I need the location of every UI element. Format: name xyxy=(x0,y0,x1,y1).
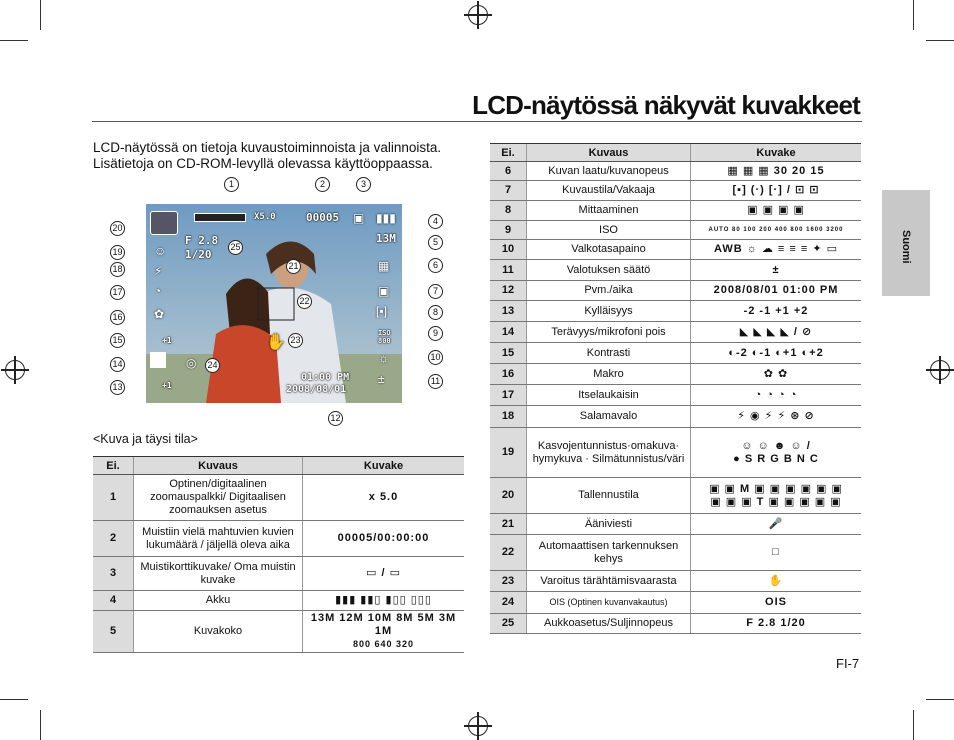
right-icon-table xyxy=(490,143,861,634)
row-number: 11 xyxy=(490,260,527,281)
callout-marker: 14 xyxy=(110,357,125,372)
table-row xyxy=(490,514,861,535)
row-icon: 2008/08/01 01:00 PM xyxy=(691,281,862,301)
image-size-icons: 13M 12M 10M 8M 5M 3M 1M xyxy=(310,612,457,637)
row-description: Makro xyxy=(527,364,691,385)
callout-marker: 18 xyxy=(110,262,125,277)
crop-mark xyxy=(926,40,954,41)
row-icon xyxy=(691,478,862,514)
row-description: Kontrasti xyxy=(527,343,691,364)
table-row xyxy=(490,535,861,571)
row-number: 20 xyxy=(490,478,527,514)
camera-mode-icon xyxy=(150,211,178,235)
callout-marker: 22 xyxy=(297,294,312,309)
section-subheading: <Kuva ja täysi tila> xyxy=(93,432,198,446)
callout-marker: 8 xyxy=(428,305,443,320)
row-icon: ▣ ▣ ▣ ▣ xyxy=(691,201,862,221)
row-icon: 00005/00:00:00 xyxy=(303,521,465,557)
table-row xyxy=(93,591,464,611)
callout-marker: 15 xyxy=(110,333,125,348)
table-row xyxy=(490,221,861,240)
ois-icon: ◎ xyxy=(186,356,197,370)
callout-marker: 23 xyxy=(288,333,303,348)
row-description: ISO xyxy=(527,221,691,240)
row-description: Kasvojentunnistus·omakuva· hymykuva · Silmätunnistus/väri xyxy=(527,428,691,478)
lcd-image-size: 13M xyxy=(376,232,396,245)
row-icon: ▦ ▦ ▦ 30 20 15 xyxy=(691,162,862,181)
callout-marker: 19 xyxy=(110,245,125,260)
callout-marker: 10 xyxy=(428,350,443,365)
row-number: 3 xyxy=(93,557,134,591)
row-description: Terävyys/mikrofoni pois xyxy=(527,322,691,343)
lcd-screen-illustration xyxy=(146,204,402,403)
row-description: Aukkoasetus/Suljinnopeus xyxy=(527,614,691,634)
row-number: 5 xyxy=(93,611,134,653)
table-row xyxy=(490,478,861,514)
lcd-saturation: +1 xyxy=(162,381,172,390)
white-balance-icon: ☼ xyxy=(378,351,389,365)
table-row xyxy=(490,301,861,322)
row-icon: □ xyxy=(691,535,862,571)
callout-marker: 3 xyxy=(356,177,371,192)
sharpness-icon xyxy=(150,352,166,368)
table-row xyxy=(490,406,861,428)
self-timer-icon: ◔ xyxy=(154,284,162,298)
row-icon: -2 -1 +1 +2 xyxy=(691,301,862,322)
intro-line: Lisätietoja on CD-ROM-levyllä olevassa käyttöoppaassa. xyxy=(93,156,433,171)
callout-marker: 7 xyxy=(428,284,443,299)
table-row xyxy=(490,240,861,260)
row-description: Itselaukaisin xyxy=(527,385,691,406)
quality-icon: ▦ xyxy=(378,259,390,273)
lcd-zoom-value: X5.0 xyxy=(254,212,276,222)
table-row xyxy=(93,475,464,521)
row-description: Akku xyxy=(134,591,303,611)
lcd-zoom-bar xyxy=(194,213,246,222)
row-number: 9 xyxy=(490,221,527,240)
registration-mark-icon xyxy=(930,360,950,380)
callout-marker: 9 xyxy=(428,326,443,341)
crop-mark xyxy=(913,710,914,740)
flash-icon: ⚡ xyxy=(154,264,163,278)
registration-mark-icon xyxy=(468,716,488,736)
row-icon xyxy=(691,428,862,478)
left-icon-table xyxy=(93,456,464,653)
column-header: Kuvake xyxy=(303,457,465,475)
row-number: 25 xyxy=(490,614,527,634)
row-description: Salamavalo xyxy=(527,406,691,428)
callout-marker: 21 xyxy=(286,259,301,274)
row-description: OIS (Optinen kuvanvakautus) xyxy=(527,592,691,614)
crop-mark xyxy=(913,0,914,30)
row-number: 13 xyxy=(490,301,527,322)
registration-mark-icon xyxy=(468,5,488,25)
row-description: Ääniviesti xyxy=(527,514,691,535)
table-row xyxy=(490,322,861,343)
shake-warning-icon: ✋ xyxy=(266,334,286,351)
crop-mark xyxy=(0,40,28,41)
title-divider xyxy=(92,121,862,122)
crop-mark xyxy=(40,0,41,30)
intro-text xyxy=(93,140,463,172)
row-icon: ⚡ ◉ ⚡ ⚡ ⊛ ⊘ xyxy=(691,406,862,428)
face-icons: ☺ ☺ ☻ ☺ / xyxy=(741,439,811,452)
table-row xyxy=(490,428,861,478)
row-number: 12 xyxy=(490,281,527,301)
row-icon: ◐-2 ◐-1 ◐+1 ◐+2 xyxy=(691,343,862,364)
crop-mark xyxy=(40,710,41,740)
callout-marker: 25 xyxy=(228,240,243,255)
row-number: 4 xyxy=(93,591,134,611)
row-icon: F 2.8 1/20 xyxy=(691,614,862,634)
row-number: 7 xyxy=(490,181,527,201)
crop-mark xyxy=(0,699,28,700)
row-description: Kylläisyys xyxy=(527,301,691,322)
table-row xyxy=(93,557,464,591)
row-description: Muistiin vielä mahtuvien kuvien lukumäärä / jäljellä oleva aika xyxy=(134,521,303,557)
row-icon: ± xyxy=(691,260,862,281)
lcd-contrast: +1 xyxy=(162,336,172,345)
table-row xyxy=(490,162,861,181)
row-number: 18 xyxy=(490,406,527,428)
row-icon: ✋ xyxy=(691,571,862,592)
row-icon: ▮▮▮ ▮▮▯ ▮▯▯ ▯▯▯ xyxy=(303,591,465,611)
lcd-aperture: F 2.8 xyxy=(185,234,219,247)
row-description: Mittaaminen xyxy=(527,201,691,221)
language-tab-label: Suomi xyxy=(900,230,912,264)
callout-marker: 20 xyxy=(110,221,125,236)
row-icon: OIS xyxy=(691,592,862,614)
row-description: Optinen/digitaalinen zoomauspalkki/ Digitaalisen zoomauksen asetus xyxy=(134,475,303,521)
callout-marker: 12 xyxy=(328,411,343,426)
callout-marker: 2 xyxy=(315,177,330,192)
table-row xyxy=(490,260,861,281)
table-row xyxy=(490,343,861,364)
image-size-icons-small: 800 640 320 xyxy=(352,639,415,649)
row-description: Muistikorttikuvake/ Oma muistin kuvake xyxy=(134,557,303,591)
row-description: Kuvaustila/Vakaaja xyxy=(527,181,691,201)
table-row xyxy=(490,364,861,385)
row-description: Kuvan laatu/kuvanopeus xyxy=(527,162,691,181)
row-icon: AUTO 80 100 200 400 800 1600 3200 xyxy=(691,221,862,240)
page-number: FI-7 xyxy=(836,656,860,671)
row-icon: ◣ ◣ ◣ ◣ / ⊘ xyxy=(691,322,862,343)
callout-marker: 13 xyxy=(110,380,125,395)
row-number: 16 xyxy=(490,364,527,385)
lcd-iso: ISO 800 xyxy=(378,329,391,345)
macro-icon: ✿ xyxy=(154,307,165,321)
row-description: Valkotasapaino xyxy=(527,240,691,260)
row-icon xyxy=(303,611,465,653)
table-row xyxy=(490,614,861,634)
registration-mark-icon xyxy=(5,360,25,380)
callout-marker: 17 xyxy=(110,285,125,300)
column-header: Kuvaus xyxy=(527,144,691,162)
mode-icons: ▣ ▣ M ▣ ▣ ▣ ▣ ▣ ▣ xyxy=(709,482,843,495)
row-icon: 🎤 xyxy=(691,514,862,535)
crop-mark xyxy=(926,699,954,700)
callout-marker: 1 xyxy=(224,177,239,192)
table-row xyxy=(490,571,861,592)
row-icon: [▪] (·) [·] / ⊡ ⊡ xyxy=(691,181,862,201)
column-header: Kuvaus xyxy=(134,457,303,475)
row-icon: ✿ ✿ xyxy=(691,364,862,385)
face-detection-icon: ☺ xyxy=(154,244,167,258)
row-description: Varoitus tärähtämisvaarasta xyxy=(527,571,691,592)
table-row xyxy=(93,521,464,557)
table-row xyxy=(490,201,861,221)
lcd-shot-count: 00005 xyxy=(306,211,340,224)
row-number: 10 xyxy=(490,240,527,260)
row-description: Kuvakoko xyxy=(134,611,303,653)
callout-marker: 5 xyxy=(428,235,443,250)
table-row xyxy=(93,611,464,653)
callout-marker: 6 xyxy=(428,258,443,273)
row-number: 8 xyxy=(490,201,527,221)
callout-marker: 16 xyxy=(110,310,125,325)
row-description: Automaattisen tarkennuksen kehys xyxy=(527,535,691,571)
row-icon: AWB ☼ ☁ ≡ ≡ ≡ ✦ ▭ xyxy=(691,240,862,260)
table-row xyxy=(490,592,861,614)
row-number: 17 xyxy=(490,385,527,406)
column-header: Ei. xyxy=(490,144,527,162)
table-row xyxy=(490,385,861,406)
row-description: Valotuksen säätö xyxy=(527,260,691,281)
row-description: Pvm./aika xyxy=(527,281,691,301)
color-icons: ● S R G B N C xyxy=(733,452,819,465)
row-number: 6 xyxy=(490,162,527,181)
row-number: 19 xyxy=(490,428,527,478)
language-tab xyxy=(882,190,930,296)
row-number: 1 xyxy=(93,475,134,521)
row-number: 14 xyxy=(490,322,527,343)
row-number: 24 xyxy=(490,592,527,614)
row-number: 22 xyxy=(490,535,527,571)
callout-marker: 4 xyxy=(428,214,443,229)
memory-card-icon: ▣ xyxy=(353,211,365,225)
table-row xyxy=(490,181,861,201)
row-icon: ◔ ◔ ◔ ◔ xyxy=(691,385,862,406)
battery-icon: ▮▮▮ xyxy=(376,211,396,225)
intro-line: LCD-näytössä on tietoja kuvaustoiminnoista ja valinnoista. xyxy=(93,140,442,155)
row-description: Tallennustila xyxy=(527,478,691,514)
callout-marker: 24 xyxy=(205,358,220,373)
row-icon: ▭ / ▭ xyxy=(303,557,465,591)
column-header: Ei. xyxy=(93,457,134,475)
row-number: 21 xyxy=(490,514,527,535)
stabilizer-icon: [▪] xyxy=(376,304,387,318)
mode-icons: ▣ ▣ ▣ T ▣ ▣ ▣ ▣ ▣ xyxy=(710,495,842,508)
column-header: Kuvake xyxy=(691,144,862,162)
exposure-icon: ± xyxy=(378,372,385,386)
metering-icon: ▣ xyxy=(378,284,390,298)
row-number: 15 xyxy=(490,343,527,364)
row-icon: x 5.0 xyxy=(303,475,465,521)
lcd-time: 01:00 PM xyxy=(301,372,350,383)
row-number: 23 xyxy=(490,571,527,592)
callout-marker: 11 xyxy=(428,374,443,389)
row-number: 2 xyxy=(93,521,134,557)
table-row xyxy=(490,281,861,301)
lcd-shutter: 1/20 xyxy=(185,248,212,261)
page-title: LCD-näytössä näkyvät kuvakkeet xyxy=(472,90,860,120)
lcd-date: 2008/08/01 xyxy=(286,384,347,395)
